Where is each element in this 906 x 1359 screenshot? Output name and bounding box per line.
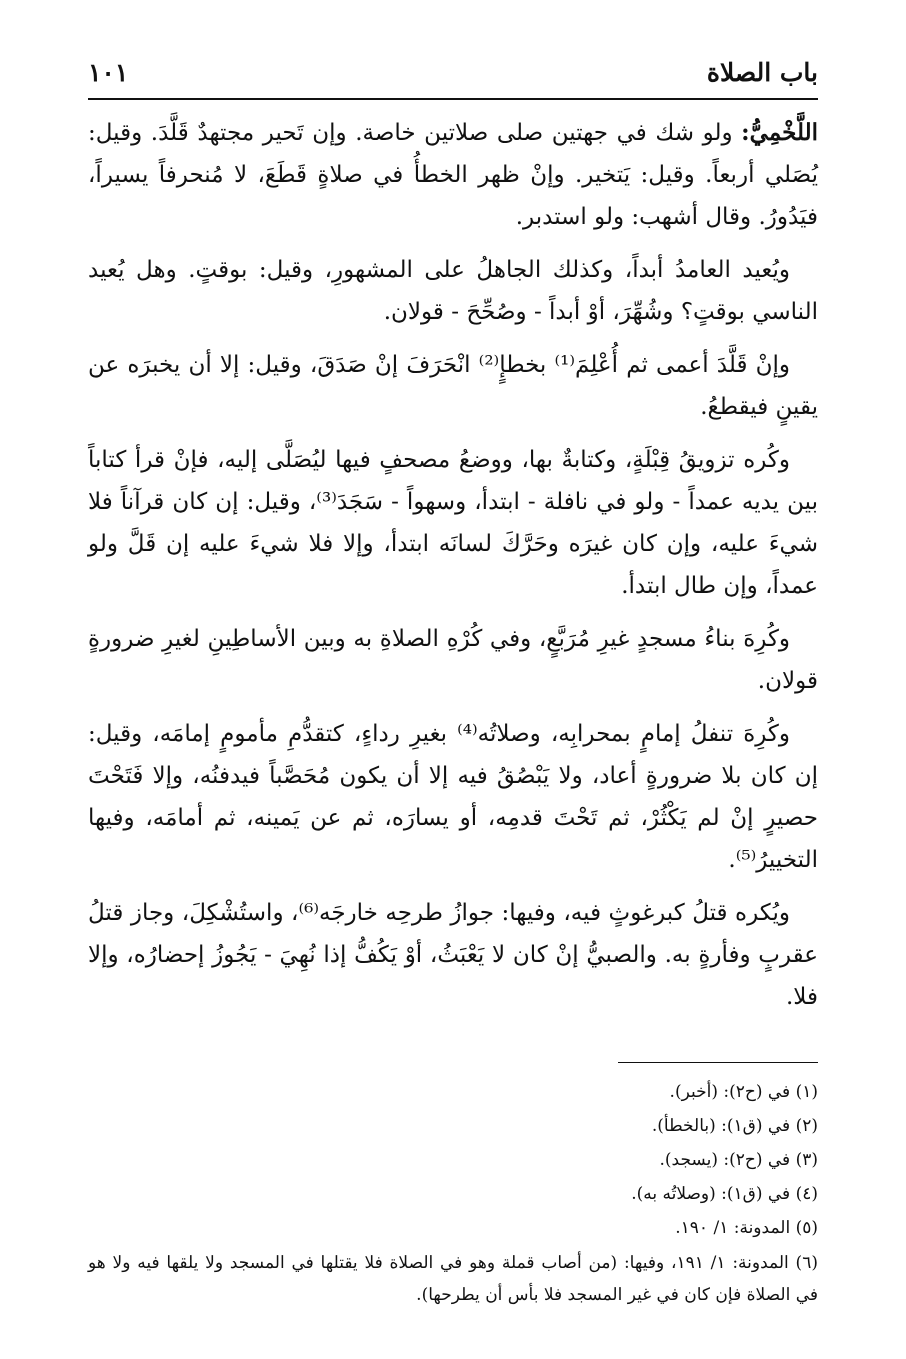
footnote: (٦) المدونة: ١/ ١٩١، وفيها: (من أصاب قملة وهو في الصلاة فلا يقتلها في المسجد ولا يلقها فيه ولا هو في الصلاة فإن كان في غير المسجد فلا بأس أن يطرحها). [88,1253,818,1305]
header-rule [88,98,818,100]
running-header [88,58,818,96]
footnote: (٥) المدونة: ١/ ١٩٠. [675,1218,818,1238]
paragraph: وكُرِهَ تنفلُ إمامٍ بمحرابِه، وصلاتُه⁽⁴⁾ بغيرِ رداءٍ، كتقدُّمِ مأمومٍ إمامَه، وقيل: إن كان بلا ضرورةٍ أعاد، ولا يَبْصُقُ فيه إلا أن يكون مُحَصَّباً فيدفنُه، وإلا فَتَحْتَ حصيرٍ إنْ لم يَكْثُرْ، ثم تَحْتَ قدمِه، أو يسارَه، ثم عن يَمينه، ثم أمامَه، وفيها التخييرُ⁽⁵⁾. [88,721,818,873]
paragraph: وكُره تزويقُ قِبْلَةٍ، وكتابةٌ بها، ووضعُ مصحفٍ فيها ليُصَلَّى إليه، فإنْ قرأ كتاباً بين يديه عمداً - ولو في نافلة - ابتدأ، وسهواً - سَجَدَ⁽³⁾، وقيل: إن كان قرآناً فلا شيءَ عليه، وإن كان غيرَه وحَرَّكَ لسانَه ابتدأ، وإلا فلا شيءَ عليه إن قَلَّ ولو عمداً، وإن طال ابتدأ. [88,447,818,599]
footnote: (٢) في (ق١): (بالخطأ). [651,1116,818,1136]
paragraph-text: ولو شك في جهتين صلى صلاتين خاصة. وإن تَحير مجتهدٌ قَلَّدَ. وقيل: يُصَلي أربعاً. وقيل: يَتخير. وإنْ ظهر الخطأُ في صلاةٍ قَطَعَ، لا مُنحرفاً يسيراً، فيَدُورُ. وقال أشهب: ولو استدبر. [88,120,818,230]
footnote-separator [618,1062,818,1063]
footnote: (١) في (ح٢): (أخبر). [669,1082,818,1102]
paragraph: ويُعيد العامدُ أبداً، وكذلك الجاهلُ على المشهورِ، وقيل: بوقتٍ. وهل يُعيد الناسي بوقتٍ؟ وشُهِّرَ، أوْ أبداً - وصُحِّحَ - قولان. [88,257,818,325]
footnotes [88,1075,818,1311]
main-text [88,112,818,1018]
paragraph-lead-word: اللَّخْمِيُّ: [741,119,818,146]
paragraph: وكُرِهَ بناءُ مسجدٍ غيرِ مُرَبَّعٍ، وفي كُرْهِ الصلاةِ به وبين الأساطِينِ لغيرِ ضرورةٍ قولان. [88,626,818,694]
page-number: ١٠١ [88,58,129,87]
footnote: (٤) في (ق١): (وصلاتُه به). [631,1184,818,1204]
chapter-title: باب الصلاة [706,58,818,87]
footnote: (٣) في (ح٢): (يسجد). [659,1150,818,1170]
paragraph [88,112,818,238]
book-page [88,58,818,1311]
paragraph: ويُكره قتلُ كبرغوثٍ فيه، وفيها: جوازُ طرحِه خارجَه⁽⁶⁾، واستُشْكِلَ، وجاز قتلُ عقربٍ وفأرةٍ به. والصبيُّ إنْ كان لا يَعْبَثُ، أوْ يَكُفُّ إذا نُهِيَ - يَجُوزُ إحضارُه، وإلا فلا. [88,900,818,1010]
paragraph: وإنْ قَلَّدَ أعمى ثم أُعْلِمَ⁽¹⁾ بخطإٍ⁽²⁾ انْحَرَفَ إنْ صَدَقَ، وقيل: إلا أن يخبرَه عن يقينٍ فيقطعُ. [88,352,818,420]
